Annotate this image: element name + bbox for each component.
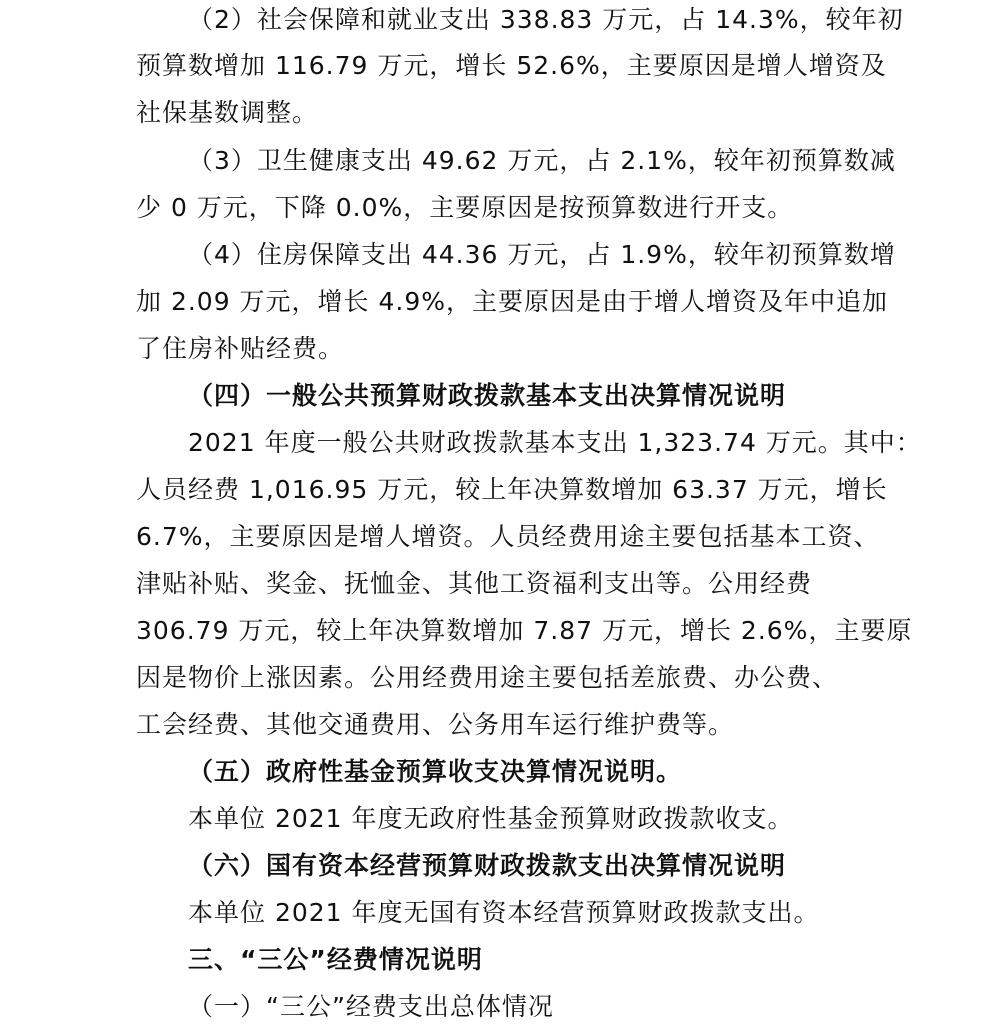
- subsection-heading: （一）“三公”经费支出总体情况: [188, 992, 554, 1021]
- paragraph-line: 人员经费 1,016.95 万元，较上年决算数增加 63.37 万元，增长: [136, 475, 888, 504]
- paragraph-line: 本单位 2021 年度无国有资本经营预算财政拨款支出。: [188, 898, 820, 927]
- paragraph-line: 预算数增加 116.79 万元，增长 52.6%，主要原因是增人增资及: [136, 51, 887, 80]
- paragraph-line: 了住房补贴经费。: [136, 334, 345, 363]
- section-heading: （四）一般公共预算财政拨款基本支出决算情况说明: [188, 381, 787, 410]
- paragraph-line: 2021 年度一般公共财政拨款基本支出 1,323.74 万元。其中：: [188, 428, 922, 457]
- paragraph-line: 因是物价上涨因素。公用经费用途主要包括差旅费、办公费、: [136, 663, 839, 692]
- paragraph-line: （4）住房保障支出 44.36 万元，占 1.9%，较年初预算数增: [188, 240, 896, 269]
- paragraph-line: 6.7%，主要原因是增人增资。人员经费用途主要包括基本工资、: [136, 522, 880, 551]
- paragraph-line: 少 0 万元，下降 0.0%，主要原因是按预算数进行开支。: [136, 193, 794, 222]
- paragraph-line: 工会经费、其他交通费用、公务用车运行维护费等。: [136, 710, 735, 739]
- paragraph-line: （2）社会保障和就业支出 338.83 万元，占 14.3%，较年初: [188, 5, 904, 34]
- paragraph-line: 津贴补贴、奖金、抚恤金、其他工资福利支出等。公用经费: [136, 569, 813, 598]
- paragraph-line: 社保基数调整。: [136, 98, 319, 127]
- section-heading: （五）政府性基金预算收支决算情况说明。: [188, 757, 683, 786]
- paragraph-line: 本单位 2021 年度无政府性基金预算财政拨款收支。: [188, 804, 794, 833]
- section-heading: （六）国有资本经营预算财政拨款支出决算情况说明: [188, 851, 787, 880]
- paragraph-line: 加 2.09 万元，增长 4.9%，主要原因是由于增人增资及年中追加: [136, 287, 889, 316]
- chapter-heading: 三、“三公”经费情况说明: [188, 945, 483, 974]
- paragraph-line: （3）卫生健康支出 49.62 万元，占 2.1%，较年初预算数减: [188, 146, 896, 175]
- paragraph-line: 306.79 万元，较上年决算数增加 7.87 万元，增长 2.6%，主要原: [136, 616, 913, 645]
